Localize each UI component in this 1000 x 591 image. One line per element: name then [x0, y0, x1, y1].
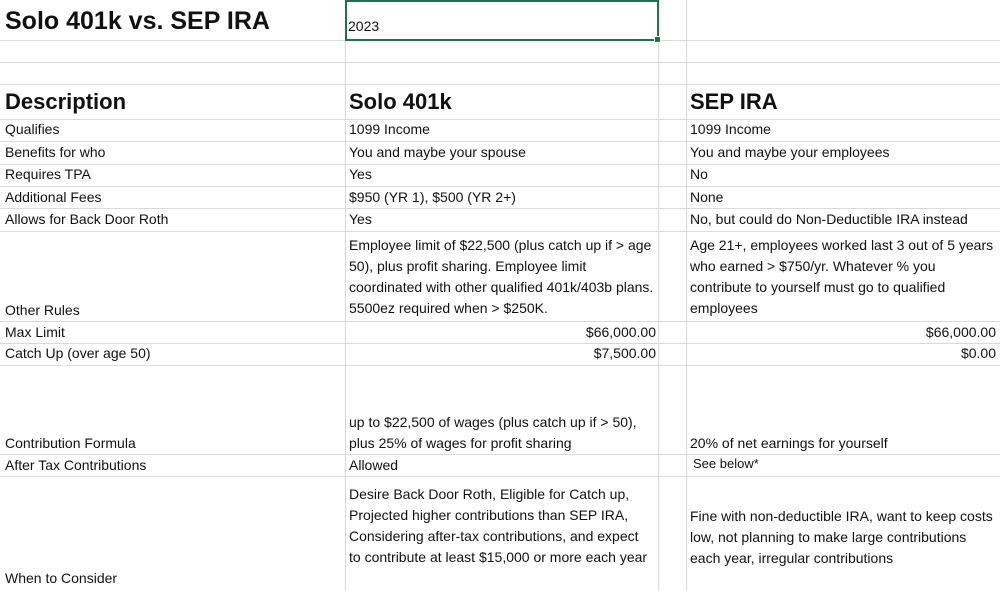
sep-benefits[interactable]: You and maybe your employees — [690, 144, 890, 160]
grid-line — [0, 84, 1000, 85]
sep-requires-tpa[interactable]: No — [690, 166, 708, 182]
solo-when-to-consider[interactable]: Desire Back Door Roth, Eligible for Catch up, Projected higher contributions than SEP IRA, Considering after-tax contributions, and expect to contribute at least $15,000 or more each year — [349, 486, 648, 565]
header-solo-401k[interactable]: Solo 401k — [349, 89, 452, 114]
header-description[interactable]: Description — [5, 89, 127, 114]
row-label-additional-fees[interactable]: Additional Fees — [5, 189, 102, 205]
grid-line — [686, 0, 687, 591]
row-label-benefits[interactable]: Benefits for who — [5, 144, 106, 160]
grid-line — [0, 62, 1000, 63]
row-label-when-to-consider-text: When to Consider — [5, 570, 118, 586]
row-label-contribution-formula[interactable] — [5, 365, 340, 454]
row-label-qualifies[interactable]: Qualifies — [5, 121, 60, 137]
sep-contribution-formula[interactable] — [690, 365, 995, 454]
row-label-other-rules[interactable] — [5, 231, 340, 321]
row-label-after-tax[interactable]: After Tax Contributions — [5, 457, 147, 473]
selected-cell-year[interactable] — [345, 0, 659, 41]
sep-other-rules[interactable]: Age 21+, employees worked last 3 out of 5 years who earned > $750/yr. Whatever % you contribute to yourself must go to qualified employees — [690, 237, 994, 316]
sep-contribution-formula-text: 20% of net earnings for yourself — [690, 435, 888, 451]
sep-back-door-roth[interactable]: No, but could do Non-Deductible IRA instead — [690, 211, 968, 227]
grid-line — [658, 0, 659, 591]
sep-qualifies[interactable]: 1099 Income — [690, 121, 771, 137]
sep-when-to-consider[interactable]: Fine with non-deductible IRA, want to keep costs low, not planning to make large contributions each year, irregular contributions — [690, 508, 993, 566]
solo-catch-up[interactable]: $7,500.00 — [593, 345, 656, 361]
year-value: 2023 — [348, 18, 380, 34]
row-label-catch-up[interactable]: Catch Up (over age 50) — [5, 345, 151, 361]
solo-requires-tpa[interactable]: Yes — [349, 166, 372, 182]
solo-benefits[interactable]: You and maybe your spouse — [349, 144, 526, 160]
sep-max-limit[interactable]: $66,000.00 — [925, 324, 996, 340]
row-label-requires-tpa[interactable]: Requires TPA — [5, 166, 91, 182]
solo-max-limit[interactable]: $66,000.00 — [585, 324, 656, 340]
row-label-other-rules-text: Other Rules — [5, 302, 80, 318]
solo-after-tax[interactable]: Allowed — [349, 457, 399, 473]
sep-catch-up[interactable]: $0.00 — [960, 345, 996, 361]
sheet-title[interactable]: Solo 401k vs. SEP IRA — [5, 7, 270, 35]
solo-other-rules[interactable]: Employee limit of $22,500 (plus catch up if > age 50), plus profit sharing. Employee limit coordinated with other qualified 401k/403b plans. 5500ez required when > $250K. — [349, 237, 654, 316]
row-label-contribution-formula-text: Contribution Formula — [5, 435, 136, 451]
solo-qualifies[interactable]: 1099 Income — [349, 121, 430, 137]
row-label-back-door-roth[interactable]: Allows for Back Door Roth — [5, 211, 169, 227]
row-label-when-to-consider[interactable] — [5, 477, 340, 589]
header-sep-ira[interactable]: SEP IRA — [690, 89, 778, 114]
solo-additional-fees[interactable]: $950 (YR 1), $500 (YR 2+) — [349, 189, 516, 205]
row-label-max-limit[interactable]: Max Limit — [5, 324, 65, 340]
grid-line — [345, 0, 346, 591]
sep-after-tax[interactable]: See below* — [693, 456, 759, 471]
solo-contribution-formula-text: up to $22,500 of wages (plus catch up if > 50), plus 25% of wages for profit sharing — [349, 414, 637, 451]
solo-back-door-roth[interactable]: Yes — [349, 211, 372, 227]
fill-handle[interactable] — [654, 36, 661, 43]
sep-additional-fees[interactable]: None — [690, 189, 724, 205]
solo-contribution-formula[interactable] — [349, 365, 654, 454]
